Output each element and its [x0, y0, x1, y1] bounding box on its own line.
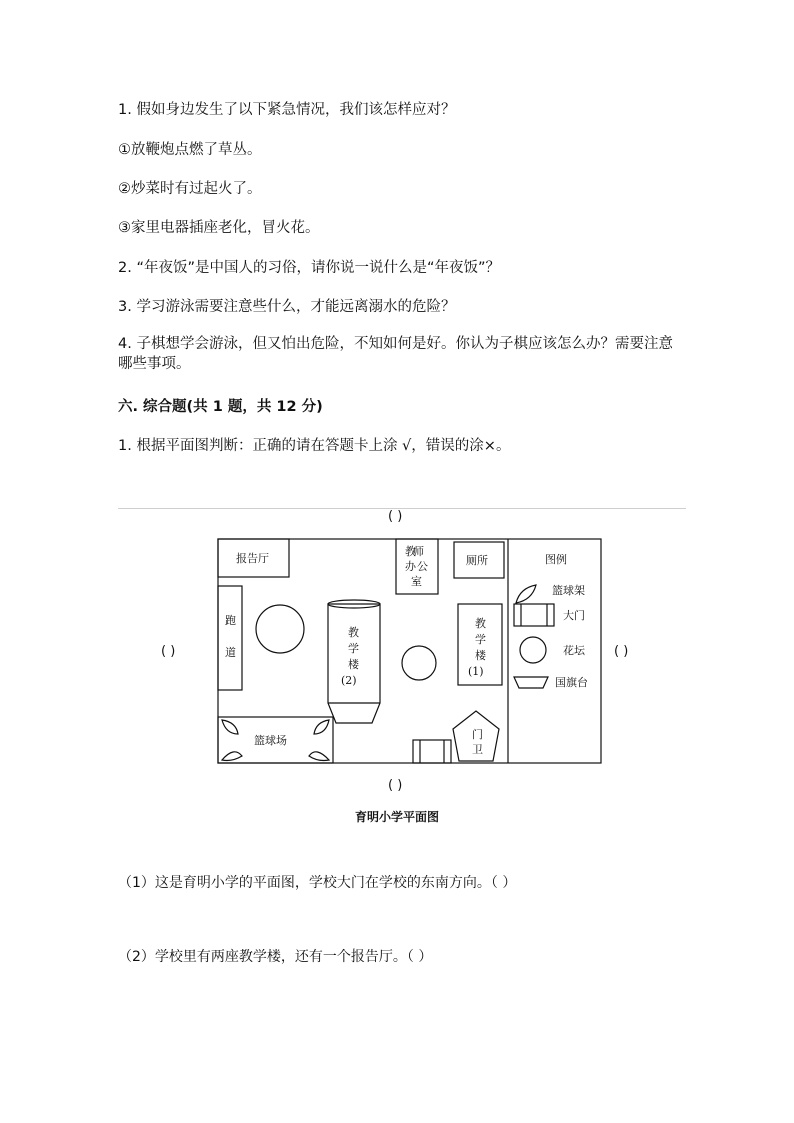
label-track: 跑: [225, 614, 236, 627]
running-track: [218, 586, 242, 690]
label-building-1: 学: [475, 633, 486, 646]
legend-label-gate: 大门: [563, 609, 585, 622]
judgment-1: （1）这是育明小学的平面图，学校大门在学校的东南方向。（ ）: [118, 875, 517, 891]
label-report-hall: 报告厅: [236, 552, 269, 565]
label-basketball-court: 篮球场: [254, 734, 287, 747]
flower-bed-left: [256, 605, 304, 653]
label-teacher-office: 公: [417, 560, 428, 573]
judgment-2: （2）学校里有两座教学楼，还有一个报告厅。（ ）: [118, 949, 433, 965]
label-teacher-office: 室: [411, 575, 422, 588]
basketball-hoop-icon: [314, 720, 329, 734]
label-guard-house: 门: [472, 728, 483, 741]
basketball-hoop-icon: [222, 720, 238, 734]
basketball-hoop-icon: [222, 752, 242, 761]
label-building-2: 学: [348, 642, 359, 655]
question-3: 3. 学习游泳需要注意些什么，才能远离溺水的危险？: [118, 299, 456, 315]
question-1-item-c: ③家里电器插座老化，冒火花。: [118, 220, 320, 236]
map-caption: 育明小学平面图: [354, 810, 439, 824]
label-building-2: 教: [348, 626, 359, 639]
map-paren-top: ( ): [388, 509, 403, 524]
section-6-question-1: 1. 根据平面图判断：正确的请在答题卡上涂 √，错误的涂×。: [118, 438, 511, 454]
legend-gate-icon: [514, 604, 554, 626]
label-legend-title: 图例: [545, 553, 567, 566]
label-building-1: 楼: [475, 649, 486, 662]
legend-hoop-icon: [516, 585, 536, 603]
question-4: 4. 子棋想学会游泳，但又怕出危险，不知如何是好。你认为子棋应该怎么办？需要注意哪些事项。: [118, 336, 673, 372]
label-building-1: 教: [475, 617, 486, 630]
label-guard-house: 卫: [472, 743, 483, 756]
label-teacher-office: 师: [413, 545, 424, 558]
question-1-item-b: ②炒菜时有过起火了。: [118, 181, 262, 197]
legend-label-flower-bed: 花坛: [563, 644, 585, 657]
map-paren-bottom: ( ): [388, 778, 403, 793]
label-teacher-office: 教: [405, 545, 416, 558]
map-paren-right: ( ): [614, 644, 629, 659]
label-building-2: 楼: [348, 658, 359, 671]
legend-label-hoop: 篮球架: [552, 584, 585, 597]
question-2: 2. “年夜饭”是中国人的习俗，请你说一说什么是“年夜饭”？: [118, 260, 500, 276]
label-toilet: 厕所: [466, 554, 488, 567]
label-building-2: (2): [341, 674, 357, 687]
question-1: 1. 假如身边发生了以下紧急情况，我们该怎样应对？: [118, 102, 456, 118]
question-1-item-a: ①放鞭炮点燃了草丛。: [118, 142, 262, 158]
label-teacher-office: 办: [405, 560, 416, 573]
basketball-hoop-icon: [309, 752, 329, 761]
section-6-heading: 六. 综合题(共 1 题，共 12 分): [118, 399, 323, 415]
label-building-1: (1): [468, 665, 484, 678]
main-gate: [413, 740, 451, 763]
map-paren-left: ( ): [161, 644, 176, 659]
legend-flower-bed-icon: [520, 637, 546, 663]
legend-flag-platform-icon: [514, 677, 548, 688]
legend-label-flag-platform: 国旗台: [555, 676, 588, 689]
flower-bed-center: [402, 646, 436, 680]
label-track: 道: [225, 646, 236, 659]
